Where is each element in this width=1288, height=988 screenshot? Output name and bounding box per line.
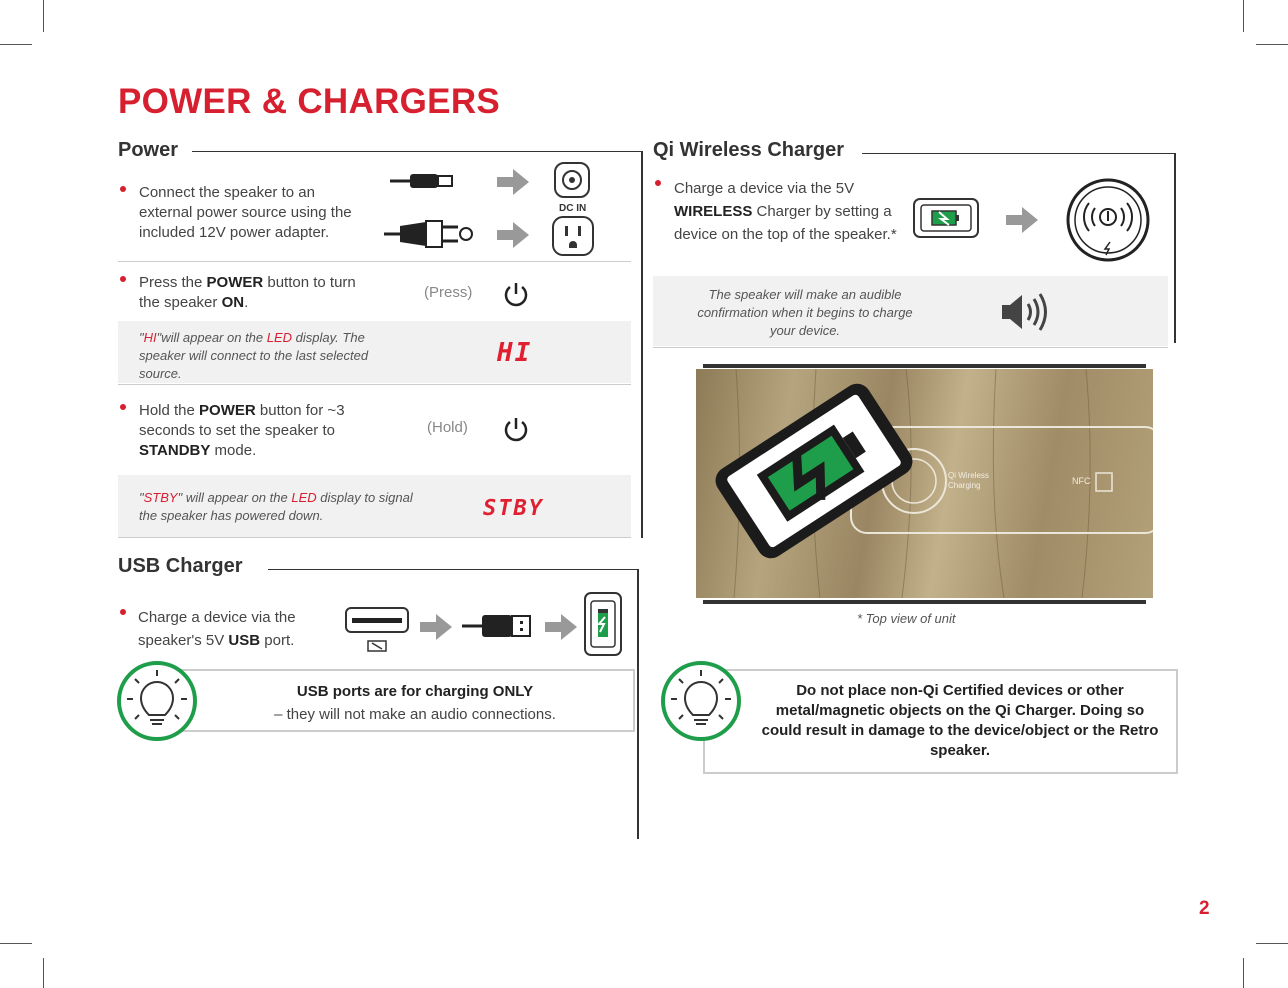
hi-note-text: "HI"will appear on the LED display. The speaker will connect to the last selected source.	[139, 330, 369, 381]
crop-mark	[0, 943, 32, 944]
bullet	[120, 609, 126, 615]
hold-label: (Hold)	[427, 419, 468, 436]
qi-text: Charge a device via the 5V WIRELESS Charger by setting a device on the top of the speaker.*	[674, 180, 897, 243]
usb-port-icon	[344, 606, 410, 654]
pad-label: Qi Wireless Charging	[948, 471, 989, 490]
standby-text: Hold the POWER button for ~3 seconds to set the speaker to STANDBY mode.	[139, 402, 345, 459]
usb-tip-line1: USB ports are for charging ONLY	[296, 683, 534, 700]
stby-note-text: "STBY" will appear on the LED display to signal the speaker has powered down.	[139, 490, 413, 523]
wall-outlet-icon	[552, 216, 594, 256]
bullet	[655, 180, 661, 186]
arrow-icon	[1006, 205, 1040, 235]
crop-mark	[1243, 958, 1244, 988]
crop-mark	[1256, 44, 1288, 45]
photo-caption: * Top view of unit	[857, 611, 956, 626]
power-heading: Power	[118, 139, 192, 162]
page-title: POWER & CHARGERS	[118, 82, 501, 121]
arrow-icon	[420, 612, 454, 642]
arrow-icon	[497, 167, 531, 197]
qi-tip-text: Do not place non-Qi Certified devices or other metal/magnetic objects on the Qi Charger. Doing so could result in damage to the device/object or the Retro speaker.	[761, 682, 1159, 759]
speaker-top-photo	[696, 369, 1153, 598]
speaker-sound-icon	[998, 290, 1050, 334]
usb-heading: USB Charger	[118, 555, 256, 578]
qi-heading: Qi Wireless Charger	[653, 139, 858, 162]
dc-in-label: DC IN	[559, 203, 587, 214]
dc-jack-icon	[554, 162, 590, 198]
crop-mark	[1256, 943, 1288, 944]
qi-charger-icon	[1066, 178, 1150, 262]
ac-plug-icon	[384, 218, 476, 250]
usb-text: Charge a device via the speaker's 5V USB port.	[138, 609, 296, 649]
dc-plug-icon	[390, 170, 466, 192]
crop-mark	[43, 0, 44, 32]
arrow-icon	[497, 220, 531, 250]
led-display-stby: STBY	[483, 496, 544, 521]
qi-note-text: The speaker will make an audible confirmation when it begins to charge your device.	[697, 287, 913, 338]
nfc-label: NFC	[1072, 476, 1091, 486]
lightbulb-icon	[117, 661, 197, 741]
usb-tip-line2: – they will not make an audio connections.	[274, 706, 556, 723]
usb-cable-icon	[462, 612, 532, 640]
lightbulb-icon	[661, 661, 741, 741]
power-icon	[503, 281, 529, 307]
page-number: 2	[1199, 898, 1210, 919]
bullet	[120, 186, 126, 192]
phone-charging-icon	[584, 592, 622, 656]
power-icon	[503, 416, 529, 442]
press-label: (Press)	[424, 284, 473, 301]
bullet	[120, 276, 126, 282]
phone-landscape-icon	[913, 198, 979, 238]
arrow-icon	[545, 612, 579, 642]
crop-mark	[0, 44, 32, 45]
crop-mark	[43, 958, 44, 988]
power-connect-text: Connect the speaker to an external power source using the included 12V power adapter.	[139, 184, 352, 241]
crop-mark	[1243, 0, 1244, 32]
bullet	[120, 404, 126, 410]
led-display-hi: HI	[497, 338, 533, 368]
power-on-text: Press the POWER button to turn the speaker ON.	[139, 274, 356, 311]
